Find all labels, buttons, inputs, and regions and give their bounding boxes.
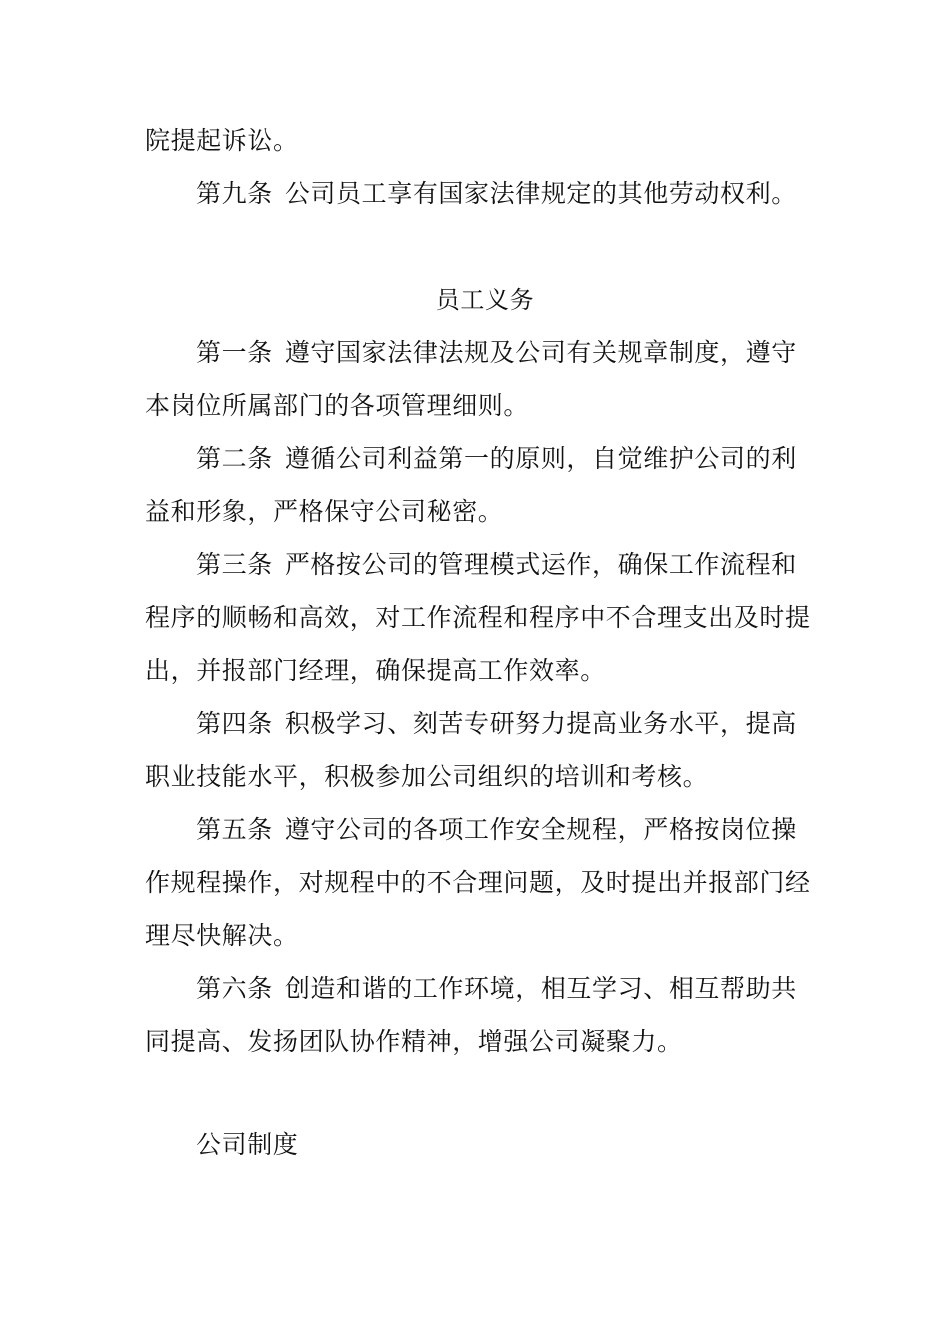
article-9 <box>196 177 886 211</box>
article-5-line-2: 作规程操作，对规程中的不合理问题，及时提出并报部门经 <box>145 868 811 897</box>
article-6-line-1 <box>196 972 886 1006</box>
article-4-line-1 <box>196 707 886 741</box>
article-1-line-1 <box>196 336 886 370</box>
article-number: 第六条 <box>196 974 273 1003</box>
article-number: 第九条 <box>196 179 273 208</box>
carryover-line: 院提起诉讼。 <box>145 126 299 155</box>
article-3-line-1 <box>196 548 886 582</box>
article-5-line-1 <box>196 813 886 847</box>
section-title: 员工义务 <box>435 286 535 314</box>
article-number: 第五条 <box>196 815 273 844</box>
article-text: 严格按公司的管理模式运作，确保工作流程和 <box>284 550 797 579</box>
article-text: 公司员工享有国家法律规定的其他劳动权利。 <box>284 179 797 208</box>
article-3-line-3: 出，并报部门经理，确保提高工作效率。 <box>145 656 606 685</box>
next-section-title: 公司制度 <box>196 1130 299 1159</box>
article-text: 创造和谐的工作环境，相互学习、相互帮助共 <box>284 974 797 1003</box>
article-text: 积极学习、刻苦专研努力提高业务水平，提高 <box>284 709 797 738</box>
article-6-line-2: 同提高、发扬团队协作精神，增强公司凝聚力。 <box>145 1027 683 1056</box>
article-4-line-2: 职业技能水平，积极参加公司组织的培训和考核。 <box>145 762 709 791</box>
article-5-line-3: 理尽快解决。 <box>145 921 299 950</box>
article-number: 第一条 <box>196 338 273 367</box>
article-2-line-2: 益和形象，严格保守公司秘密。 <box>145 497 504 526</box>
article-text: 遵守国家法律法规及公司有关规章制度，遵守 <box>284 338 797 367</box>
article-number: 第三条 <box>196 550 273 579</box>
article-number: 第二条 <box>196 444 273 473</box>
article-text: 遵循公司利益第一的原则，自觉维护公司的利 <box>284 444 797 473</box>
article-number: 第四条 <box>196 709 273 738</box>
article-3-line-2: 程序的顺畅和高效，对工作流程和程序中不合理支出及时提 <box>145 603 811 632</box>
article-1-line-2: 本岗位所属部门的各项管理细则。 <box>145 391 530 420</box>
article-text: 遵守公司的各项工作安全规程，严格按岗位操 <box>284 815 797 844</box>
article-2-line-1 <box>196 442 886 476</box>
